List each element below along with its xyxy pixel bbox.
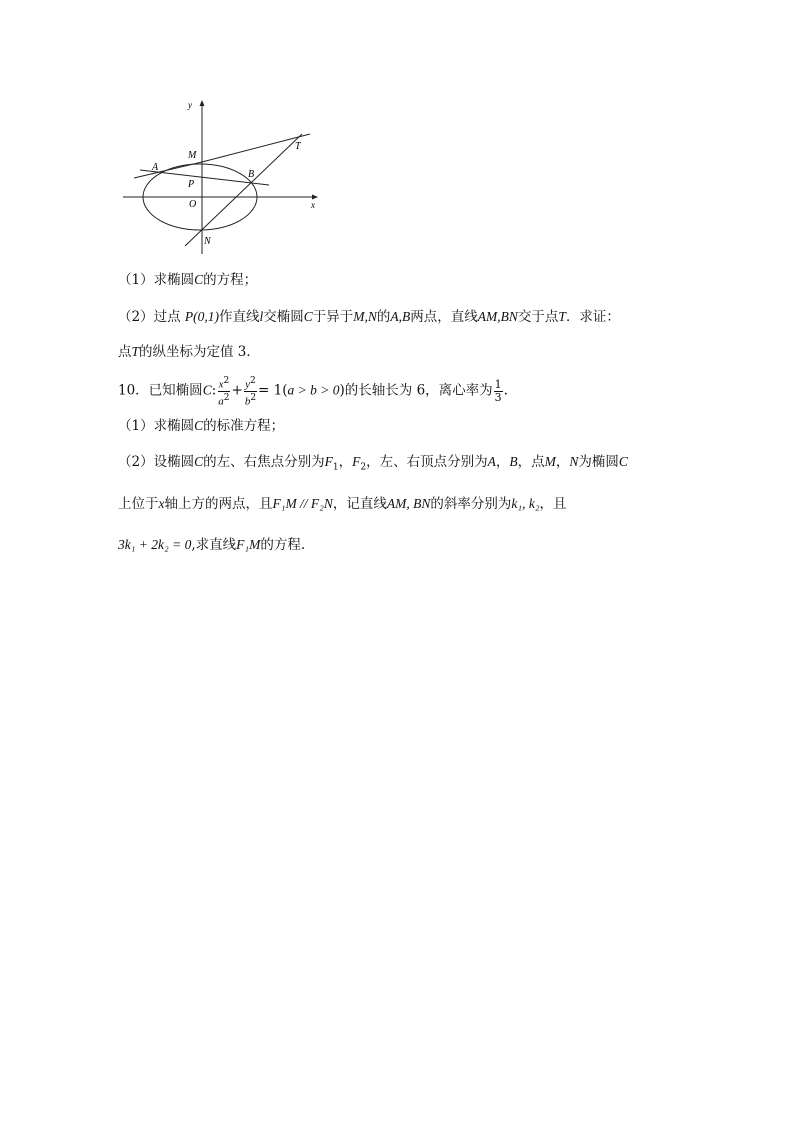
var-c: C [194,418,204,433]
var-c: C [194,454,204,469]
q10-line2-b: 轴上方的两点，且 [164,496,273,512]
condition: a > b > 0 [287,382,340,398]
q10-part2-c: ，左、右顶点分别为 [366,454,488,470]
q10-line2-c: ，记直线 [332,496,387,512]
q9-part2-line2 [118,342,260,362]
q10-part1-text: （1）求椭圆 [118,418,195,434]
q9-part2-d: 于异于 [312,309,354,325]
var-k12: k₁, k₂ [511,496,540,511]
label-y: y [188,100,192,110]
q10-line3-b: 的方程. [260,537,306,553]
var-f1m: F₁M [236,537,261,552]
frac-eccentricity: $\frac{1}{3}$ [494,377,502,404]
q10-part1-end: 的标准方程； [203,418,285,434]
var-ab: A,B [390,309,411,324]
frac-x2-a2: $\frac{x^2}{a^2}$ [218,376,230,408]
var-c: C [194,272,204,287]
var-l: l [259,309,264,324]
var-c: C [303,309,313,324]
x-axis-arrow [312,195,318,200]
var-n: N [569,454,579,469]
q9-line2-b: 的纵坐标为定值 3． [139,344,260,360]
q10-part2-e: 为椭圆 [578,454,619,470]
var-t: T [558,309,566,324]
var-f2: F [352,454,361,469]
q9-part1-end: 的方程； [203,272,258,288]
q9-part2-f: 两点，直线 [410,309,478,325]
label-a: A [152,162,159,173]
q10-part2-line3 [118,535,305,555]
var-mn: M,N [353,309,377,324]
label-p: P [188,179,195,190]
q9-part2 [118,307,620,327]
q10-part2-line2 [118,494,567,514]
q10-line2-e: ，且 [539,496,567,512]
var-a: A [487,454,496,469]
label-m: M [188,150,197,161]
q10-line2-d: 的斜率分别为 [430,496,512,512]
point-p: P(0,1) [184,309,220,324]
var-c: C [202,382,212,398]
label-x: x [311,200,315,210]
var-am-bn: AM,BN [477,309,518,324]
var-f1: F [324,454,333,469]
period: . [503,382,508,399]
var-b: B [509,454,518,469]
q10-line2-a: 上位于 [118,496,159,512]
label-t: T [295,141,301,152]
var-m: M [544,454,556,469]
q9-part2-h: ．求证： [565,309,620,325]
var-am-bn: AM, BN [386,496,431,511]
q10-part2: （2）设椭圆C的左、右焦点分别为$F_1$，$F_2$，左、右顶点分别为A，B，点M，N为椭圆C [118,454,628,473]
slope-equation: 3k₁ + 2k₂ = 0 [118,537,192,552]
line-mt [202,134,310,162]
q9-part2-g: 交于点 [517,309,559,325]
q9-line2-a: 点 [118,344,132,360]
ellipse-figure [118,96,328,256]
q10-part2-d: ，点 [517,454,545,470]
q9-part2-c: 交椭圆 [263,309,304,325]
q10-text1: 的长轴长为 6，离心率为 [344,382,493,399]
colon: : [211,382,217,399]
q10-stem: 10．已知椭圆C: $\frac{x^2}{a^2}$ + $\frac{y^2}{b^2}$ = 1(a > b > 0)的长轴长为 6，离心率为 $\frac{1}{3}$ . [118,376,508,408]
cond-end: ) [339,382,345,399]
y-axis-arrow [200,100,205,106]
var-c: C [618,454,628,469]
parallel-relation: F₁M // F₂N [272,496,333,511]
q9-part2-b: 作直线 [219,309,260,325]
q9-part2-a: （2）过点 [118,309,185,325]
label-n: N [204,236,211,247]
q9-part1-text: （1）求椭圆 [118,272,195,288]
q10-line3-a: ,求直线 [191,537,237,553]
q9-part1 [118,270,257,290]
q10-part2-a: （2）设椭圆 [118,454,195,470]
label-b: B [248,169,255,180]
q10-part1 [118,416,284,436]
q10-part2-b: 的左、右焦点分别为 [203,454,325,470]
q9-part2-e: 的 [376,309,391,325]
q10-number: 10．已知椭圆 [118,382,203,399]
var-t: T [131,344,140,359]
frac-y2-b2: $\frac{y^2}{b^2}$ [244,376,257,408]
label-o: O [189,199,197,210]
var-x: x [158,496,165,511]
eq-rhs: = 1( [258,382,288,399]
